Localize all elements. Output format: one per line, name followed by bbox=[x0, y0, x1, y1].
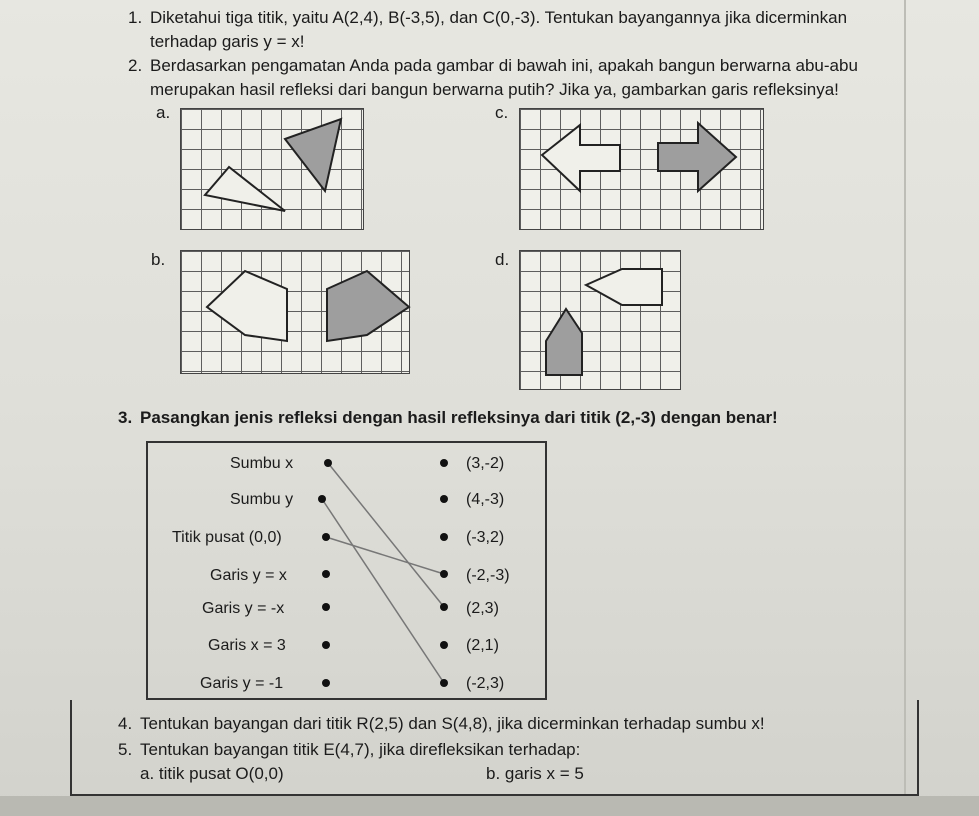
match-right-6: (-2,3) bbox=[466, 675, 505, 692]
match-right-1: (4,-3) bbox=[466, 491, 505, 508]
match-connection-2 bbox=[326, 537, 444, 574]
figure-a-label: a. bbox=[156, 103, 171, 122]
figure-b-shapes bbox=[181, 251, 411, 375]
match-right-0: (3,-2) bbox=[466, 455, 505, 472]
q5-text: Tentukan bayangan titik E(4,7), jika direfleksikan terhadap: bbox=[140, 740, 581, 759]
q1-number: 1. bbox=[128, 8, 143, 27]
match-left-3: Garis y = x bbox=[210, 567, 287, 584]
page-bottom-edge bbox=[0, 796, 979, 816]
q3-number: 3. bbox=[118, 408, 133, 427]
figure-b-gray-pentagon bbox=[327, 271, 409, 341]
figure-c-shapes bbox=[520, 109, 765, 231]
q1-line1 bbox=[128, 8, 847, 28]
figure-b-grid bbox=[180, 250, 410, 374]
q3-text: Pasangkan jenis refleksi dengan hasil refleksinya dari titik (2,-3) dengan benar! bbox=[140, 408, 778, 427]
match-right-5: (2,1) bbox=[466, 637, 499, 654]
match-right-dot-6[interactable] bbox=[440, 679, 448, 687]
figure-b-white-pentagon bbox=[207, 271, 287, 341]
q1-text-line2: terhadap garis y = x! bbox=[150, 32, 305, 51]
match-left-6: Garis y = -1 bbox=[200, 675, 284, 692]
figure-d-label: d. bbox=[495, 250, 510, 269]
match-right-4: (2,3) bbox=[466, 600, 499, 617]
match-left-dot-2[interactable] bbox=[322, 533, 330, 541]
match-left-5: Garis x = 3 bbox=[208, 637, 286, 654]
figure-c-label: c. bbox=[495, 103, 509, 122]
match-left-dot-0[interactable] bbox=[324, 459, 332, 467]
figure-c-gray-arrow bbox=[658, 123, 736, 191]
figure-d-grid bbox=[519, 250, 681, 390]
match-connection-1 bbox=[322, 499, 444, 683]
q4-number: 4. bbox=[118, 714, 133, 733]
match-left-dot-6[interactable] bbox=[322, 679, 330, 687]
q5-option-b: b. garis x = 5 bbox=[486, 764, 584, 783]
match-right-dot-3[interactable] bbox=[440, 570, 448, 578]
match-left-dot-3[interactable] bbox=[322, 570, 330, 578]
figure-b-label: b. bbox=[151, 250, 166, 269]
figure-c-white-arrow bbox=[542, 125, 620, 191]
match-left-0: Sumbu x bbox=[230, 455, 294, 472]
match-right-dot-4[interactable] bbox=[440, 603, 448, 611]
match-right-dot-1[interactable] bbox=[440, 495, 448, 503]
q4-text: Tentukan bayangan dari titik R(2,5) dan S(4,8), jika dicerminkan terhadap sumbu x! bbox=[140, 714, 765, 733]
matching-box bbox=[146, 441, 547, 700]
match-right-dot-2[interactable] bbox=[440, 533, 448, 541]
match-right-dot-0[interactable] bbox=[440, 459, 448, 467]
figure-a-gray-triangle bbox=[285, 119, 341, 191]
figure-d-shapes bbox=[520, 251, 682, 391]
q2-text-line1: Berdasarkan pengamatan Anda pada gambar di bawah ini, apakah bangun berwarna abu-abu bbox=[150, 56, 858, 75]
page-frame bbox=[70, 700, 919, 796]
q2-number: 2. bbox=[128, 56, 143, 75]
q2-text-line2: merupakan hasil refleksi dari bangun berwarna putih? Jika ya, gambarkan garis refleksinya! bbox=[150, 80, 839, 99]
figure-a-white-triangle bbox=[205, 167, 285, 211]
q1-text-line1: Diketahui tiga titik, yaitu A(2,4), B(-3,5), dan C(0,-3). Tentukan bayangannya jika dicerminkan bbox=[150, 8, 848, 27]
q5-number: 5. bbox=[118, 740, 133, 759]
match-right-3: (-2,-3) bbox=[466, 567, 510, 584]
q5-option-a: a. titik pusat O(0,0) bbox=[140, 764, 284, 783]
figure-d-gray-pentagon bbox=[546, 309, 582, 375]
match-right-dot-5[interactable] bbox=[440, 641, 448, 649]
figure-a-grid bbox=[180, 108, 364, 230]
q3-line bbox=[118, 408, 778, 428]
match-left-dot-1[interactable] bbox=[318, 495, 326, 503]
match-left-1: Sumbu y bbox=[230, 491, 294, 508]
match-left-4: Garis y = -x bbox=[202, 600, 285, 617]
match-left-dot-4[interactable] bbox=[322, 603, 330, 611]
match-left-dot-5[interactable] bbox=[322, 641, 330, 649]
figure-d-white-pentagon bbox=[586, 269, 662, 305]
match-left-2: Titik pusat (0,0) bbox=[172, 529, 282, 546]
figure-c-grid bbox=[519, 108, 764, 230]
match-right-2: (-3,2) bbox=[466, 529, 505, 546]
figure-a-shapes bbox=[181, 109, 365, 231]
q2-line1 bbox=[128, 56, 858, 76]
page-fold bbox=[904, 0, 906, 816]
